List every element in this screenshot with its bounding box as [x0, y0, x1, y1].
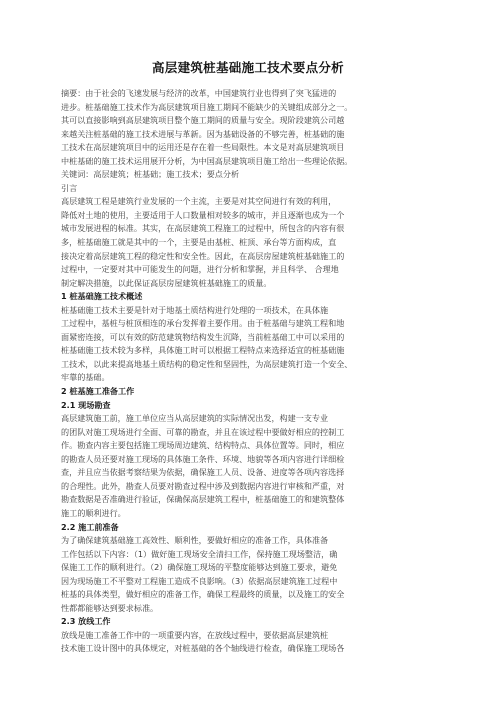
text-line: 的团队对施工现场进行全面、可靠的勘查，并且在该过程中要做好相应的控制工 [61, 426, 345, 437]
text-line: 施工的顺利进行。 [61, 507, 126, 518]
document-body [61, 87, 437, 656]
text-line: 工过程中，基桩与桩顶相连的承台发挥着主要作用。由于桩基础与建筑工程和地 [61, 318, 345, 329]
text-line: 摘要：由于社会的飞速发展与经济的改革，中国建筑行业也得到了突飞猛进的 [61, 88, 337, 98]
text-line: 其可以直接影响到高层建筑项目整个施工期间的质量与安全。现阶段建筑公司越 [61, 115, 345, 126]
text-line: 来越关注桩基础的施工技术进展与革新。因为基础设备的不够完善，桩基础的施 [61, 128, 345, 139]
document-title: 高层建筑桩基础施工技术要点分析 [151, 60, 344, 75]
section-heading-line: 2.2 施工前准备 [61, 521, 119, 532]
text-line: 的合理性。此外，勘查人员要对勘查过程中涉及到数据内容进行审核和严重，对 [61, 480, 345, 491]
text-line: 多，桩基础施工就是其中的一个，主要是由基桩、桩顶、承台等方面构成，直 [61, 237, 337, 248]
text-line: 降低对土地的使用，主要适用于人口数量相对较多的城市，并且逐渐也成为一个 [61, 209, 345, 220]
text-line: 高层建筑工程是建筑行业发展的一个主流，主要是对其空间进行有效的利用， [61, 196, 337, 207]
text-line: 桩基础施工技术较为多样，具体施工时可以根据工程特点来选择适宜的桩基础施 [61, 345, 345, 356]
text-line: 工技术在高层建筑项目中的运用还是存在着一些局限性。本文是对高层建筑项目 [61, 142, 345, 153]
text-line: 牢靠的基础。 [61, 372, 110, 383]
text-line: 技术施工设计图中的具体规定，对桩基础的各个轴线进行检查，确保施工现场各 [61, 643, 345, 654]
section-heading-line: 2 桩基施工准备工作 [61, 386, 135, 397]
text-line: 作。勘查内容主要包括施工现场周边建筑、结构特点、具体位置等。同时，相应 [61, 440, 345, 451]
text-line: 中桩基础的施工技术运用展开分析，为中国高层建筑项目施工给出一些理论依据。 [61, 155, 353, 166]
text-line: 因为现场施工不平整对工程施工造成不良影响。（3）依据高层建筑施工过程中 [61, 575, 338, 586]
text-line: 城市发展进程的标准。其实，在高层建筑工程施工的过程中，所包含的内容有很 [61, 223, 345, 234]
text-line: 制定解决措施，以此保证高层房屋建筑桩基础施工的质量。 [61, 277, 272, 288]
text-line: 勘查数据是否准确进行验证，保确保高层建筑工程中，桩基础施工的和建筑整体 [61, 494, 345, 505]
text-line: 引言 [61, 182, 78, 193]
section-heading-line: 1 桩基础施工技术概述 [61, 291, 143, 302]
text-line: 接决定着高层建筑工程的稳定性和安全性。因此，在高层房屋建筑桩基础施工的 [61, 250, 345, 261]
text-line: 性都都能够达到要求标准。 [61, 602, 159, 613]
text-line: 为了确保建筑基础施工高效性、顺利性，要做好相应的准备工作，具体准备 [61, 535, 329, 546]
section-heading-line: 2.3 放线工作 [61, 616, 111, 627]
text-line: 桩基的具体类型，做好相应的准备工作，确保工程最终的质量，以及施工的安全 [61, 589, 345, 600]
section-heading-line: 2.1 现场勘查 [61, 399, 111, 410]
text-line: 放线是施工准备工作中的一项重要内容，在放线过程中，要依据高层建筑桩 [61, 629, 329, 640]
text-line: 过程中，一定要对其中可能发生的问题，进行分析和掌握，并且科学、 合理地 [61, 264, 339, 275]
text-line: 查，并且应当依据考察结果为依据，确保施工人员、设备、进度等各项内容选择 [61, 467, 345, 478]
text-line: 保施工工作的顺利进行。（2）确保施工现场的平整度能够达到施工要求，避免 [61, 562, 338, 573]
text-line: 高层建筑施工前，施工单位应当从高层建筑的实际情况出发，构建一支专业 [61, 413, 329, 424]
text-line: 工技术，以此来提高地基土质结构的稳定性和坚固性，为高层建筑打造一个安全、 [61, 358, 353, 369]
text-line: 面紧密连接，可以有效的防范建筑物结构发生沉降，当前桩基础工中可以采用的 [61, 331, 345, 342]
text-line: 的勘查人员还要对施工现场的具体施工条件、环境、地貌等各项内容进行详细检 [61, 453, 345, 464]
text-line: 桩基础施工技术主要是针对于地基土质结构进行处理的一项技术，在具体施 [61, 304, 329, 315]
text-line: 进步。桩基础施工技术作为高层建筑项目施工期间不能缺少的关键组成部分之一。 [61, 101, 353, 112]
text-line: 工作包括以下内容：（1）做好施工现场安全清扫工作，保持施工现场整洁，确 [61, 548, 338, 559]
text-line: 关键词：高层建筑；桩基础；施工技术；要点分析 [61, 169, 240, 180]
